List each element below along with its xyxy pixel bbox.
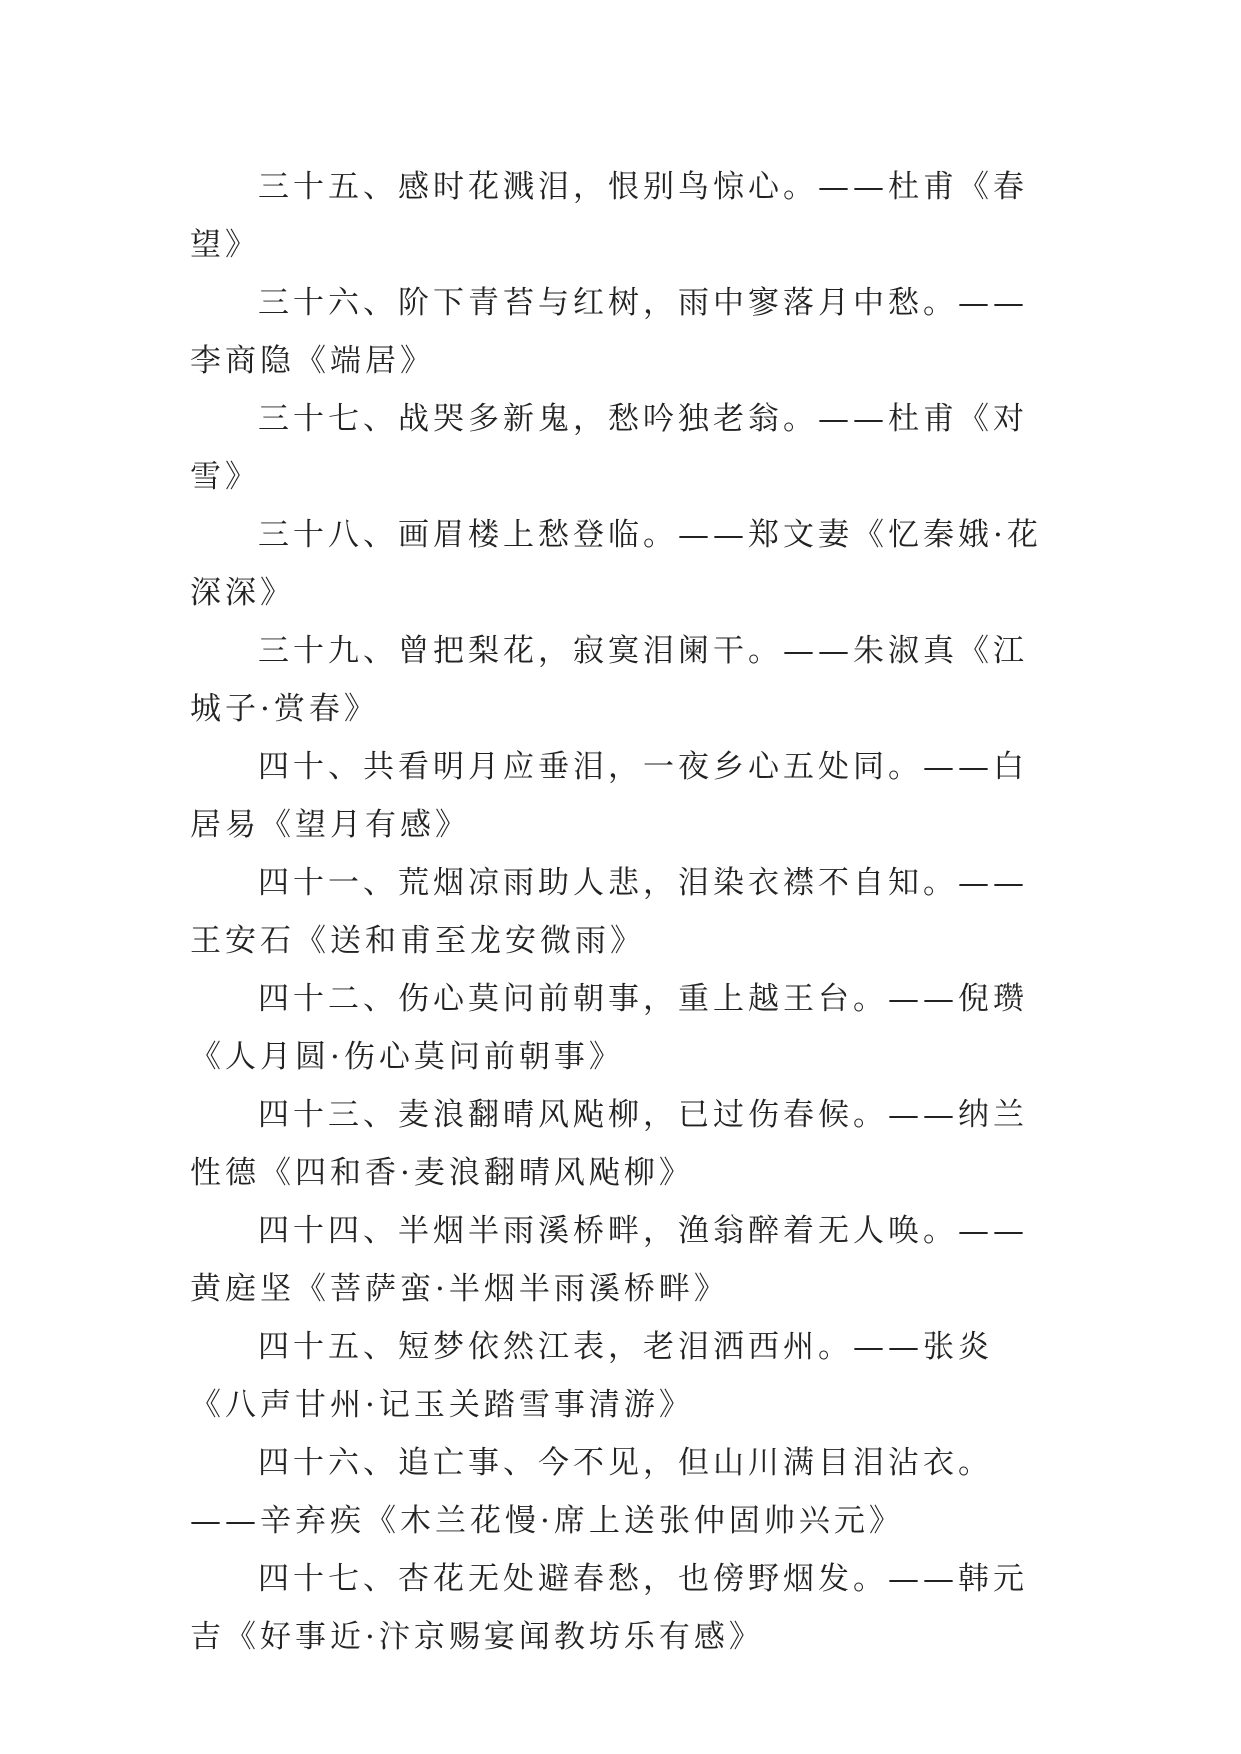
quote-entry-35: 三十五、感时花溅泪，恨别鸟惊心。——杜甫《春望》: [190, 169, 1028, 263]
quote-entry-40: 四十、共看明月应垂泪，一夜乡心五处同。——白居易《望月有感》: [190, 749, 1028, 843]
quote-entry-38: 三十八、画眉楼上愁登临。——郑文妻《忆秦娥·花深深》: [190, 517, 1042, 611]
quote-entry-47: 四十七、杏花无处避春愁，也傍野烟发。——韩元吉《好事近·汴京赐宴闻教坊乐有感》: [190, 1561, 1028, 1655]
quote-entry-36: 三十六、阶下青苔与红树，雨中寥落月中愁。——李商隐《端居》: [190, 285, 1028, 379]
poem-quote-list: [190, 158, 1050, 1666]
quote-entry-44: 四十四、半烟半雨溪桥畔，渔翁醉着无人唤。——黄庭坚《菩萨蛮·半烟半雨溪桥畔》: [190, 1213, 1028, 1307]
quote-entry-46: 四十六、追亡事、今不见，但山川满目泪沾衣。——辛弃疾《木兰花慢·席上送张仲固帅兴元》: [190, 1445, 993, 1539]
quote-entry-41: 四十一、荒烟凉雨助人悲，泪染衣襟不自知。——王安石《送和甫至龙安微雨》: [190, 865, 1028, 959]
quote-entry-37: 三十七、战哭多新鬼，愁吟独老翁。——杜甫《对雪》: [190, 401, 1028, 495]
quote-entry-43: 四十三、麦浪翻晴风飐柳，已过伤春候。——纳兰性德《四和香·麦浪翻晴风飐柳》: [190, 1097, 1028, 1191]
quote-entry-45: 四十五、短梦依然江表，老泪洒西州。——张炎《八声甘州·记玉关踏雪事清游》: [190, 1329, 993, 1423]
quote-entry-39: 三十九、曾把梨花，寂寞泪阑干。——朱淑真《江城子·赏春》: [190, 633, 1028, 727]
quote-entry-42: 四十二、伤心莫问前朝事，重上越王台。——倪瓒《人月圆·伤心莫问前朝事》: [190, 981, 1028, 1075]
